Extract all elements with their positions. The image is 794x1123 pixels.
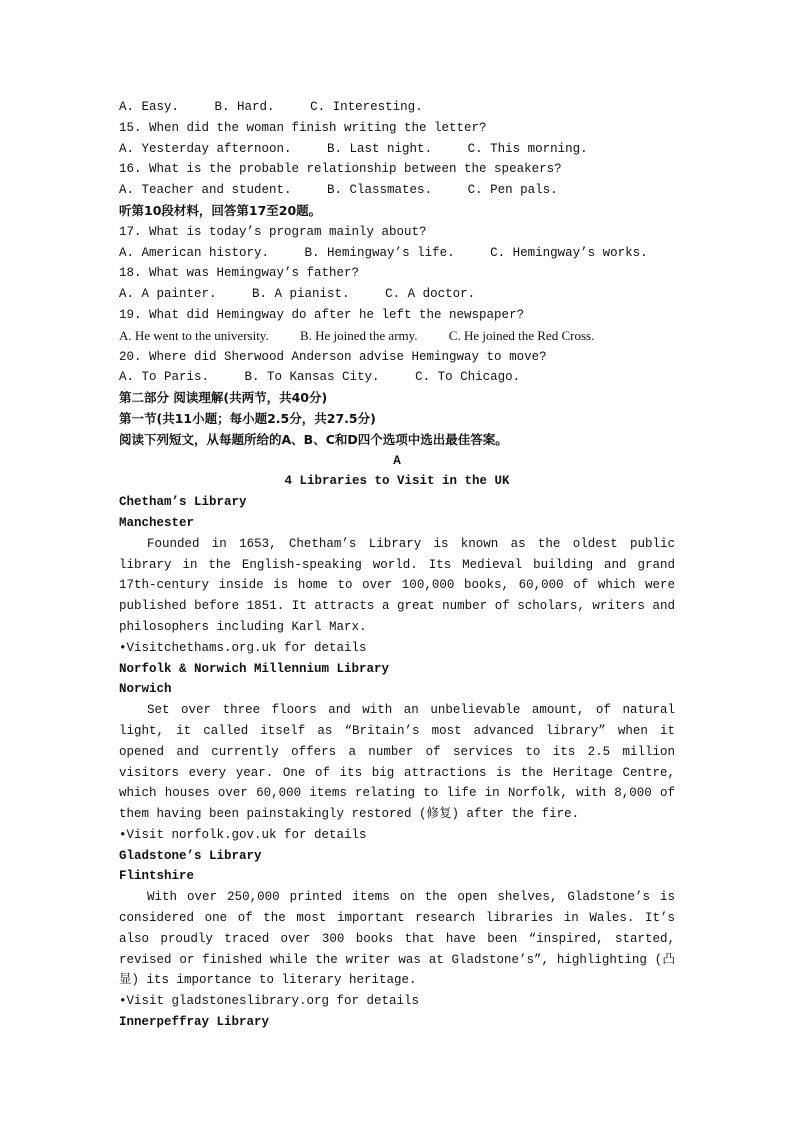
q17-options [119, 243, 675, 264]
library-location: Flintshire [119, 869, 195, 884]
q15-options [119, 139, 675, 160]
option-c: C. Hemingway’s works. [490, 245, 648, 260]
question-18: 18. What was Hemingway’s father? [119, 266, 360, 281]
option-a: A. Teacher and student. [119, 183, 292, 198]
question-17: 17. What is today’s program mainly about? [119, 224, 427, 239]
library-name: Norfolk & Norwich Millennium Library [119, 661, 390, 676]
option-b: B. To Kansas City. [244, 370, 380, 385]
q14-options [119, 97, 675, 118]
library-visit-link: •Visit gladstoneslibrary.org for details [119, 994, 420, 1009]
question-16: 16. What is the probable relationship between the speakers? [119, 162, 562, 177]
option-b: B. A pianist. [252, 287, 350, 302]
reading-instructions: 阅读下列短文，从每题所给的A、B、C和D四个选项中选出最佳答案。 [119, 431, 508, 447]
option-c: C. A doctor. [385, 287, 476, 302]
q19-options [119, 326, 675, 347]
library-visit-link: •Visit norfolk.gov.uk for details [119, 827, 367, 842]
passage-title: 4 Libraries to Visit in the UK [284, 474, 510, 489]
library-location: Norwich [119, 682, 172, 697]
question-20: 20. Where did Sherwood Anderson advise Hemingway to move? [119, 349, 547, 364]
option-b: B. Hemingway’s life. [304, 245, 455, 260]
option-c: C. This morning. [467, 141, 588, 156]
option-b: B. Hard. [214, 100, 275, 114]
option-a: A. Easy. [119, 100, 180, 114]
library-description: With over 250,000 printed items on the open shelves, Gladstone’s is considered one of the most important research libraries in Wales. It’s also proudly traced over 300 books that have been “inspired, started, revised or finished while the writer was at Gladstone’s”, highlighting (凸显) its importance to literary heritage. [119, 890, 675, 988]
option-a: A. To Paris. [119, 370, 210, 385]
library-location: Manchester [119, 515, 195, 530]
question-19: 19. What did Hemingway do after he left the newspaper? [119, 307, 525, 322]
question-15: 15. When did the woman finish writing the letter? [119, 120, 487, 135]
option-c: C. Interesting. [310, 100, 423, 114]
library-visit-link: •Visitchethams.org.uk for details [119, 640, 367, 655]
section-10-heading: 听第10段材料，回答第17至20题。 [119, 202, 322, 218]
library-name: Chetham’s Library [119, 495, 247, 510]
passage-letter: A [393, 453, 401, 468]
option-c: C. Pen pals. [467, 183, 558, 198]
library-name: Gladstone’s Library [119, 848, 262, 863]
option-a: A. He went to the university. [119, 327, 269, 343]
option-a: A. A painter. [119, 287, 217, 302]
library-description: Founded in 1653, Chetham’s Library is known as the oldest public library in the English-speaking world. Its Medieval building and grand 17th-century inside is home to over 100,000 books, 60,000 of which were published before 1851. It attracts a great number of scholars, writers and philosophers including Karl Marx. [119, 536, 675, 634]
q20-options [119, 367, 675, 388]
option-b: B. Last night. [327, 141, 433, 156]
library-name: Innerpeffray Library [119, 1015, 270, 1030]
q16-options [119, 180, 675, 201]
option-c: C. He joined the Red Cross. [448, 327, 595, 343]
exam-page [119, 97, 675, 1033]
option-b: B. Classmates. [327, 183, 433, 198]
library-description: Set over three floors and with an unbelievable amount, of natural light, it called itself as “Britain’s most advanced library” when it opened and currently offers a number of services to its 2.5 million visitors every year. One of its big attractions is the Heritage Centre, which houses over 60,000 items relating to life in Norfolk, with 8,000 of them having been painstakingly restored (修复) after the fire. [119, 703, 675, 822]
option-a: A. Yesterday afternoon. [119, 141, 292, 156]
q18-options [119, 284, 675, 305]
part-2-title: 第二部分 阅读理解(共两节，共40分) [119, 390, 328, 406]
section-1-title: 第一节(共11小题；每小题2.5分，共27.5分) [119, 410, 376, 426]
option-b: B. He joined the army. [299, 327, 418, 343]
option-a: A. American history. [119, 245, 270, 260]
option-c: C. To Chicago. [415, 370, 521, 385]
